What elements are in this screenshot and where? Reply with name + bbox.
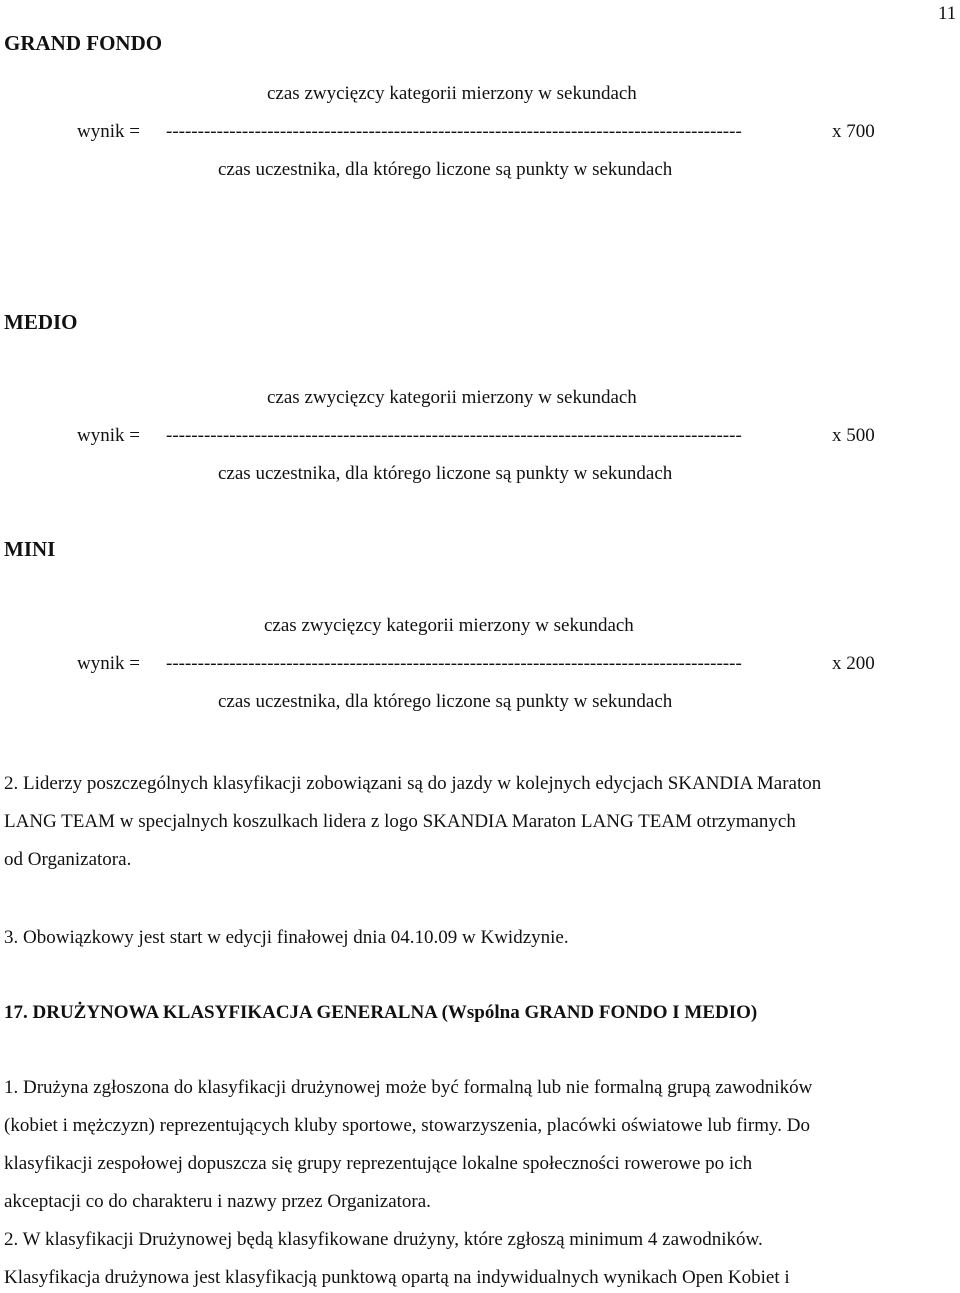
formula-multiplier: x 500 xyxy=(832,425,875,446)
formula-fraction-bar: ------------------------------------------------------------------------------------------- xyxy=(166,653,742,674)
formula-lhs: wynik = xyxy=(77,425,140,446)
formula-numerator: czas zwycięzcy kategorii mierzony w sekundach xyxy=(264,615,634,636)
section-heading-grand-fondo: GRAND FONDO xyxy=(4,31,163,55)
formula-fraction-bar: ------------------------------------------------------------------------------------------- xyxy=(166,425,742,446)
paragraph-line: 2. W klasyfikacji Drużynowej będą klasyfikowane drużyny, które zgłoszą minimum 4 zawodników. xyxy=(4,1229,763,1250)
formula-denominator: czas uczestnika, dla którego liczone są punkty w sekundach xyxy=(218,463,673,484)
paragraph-line: 2. Liderzy poszczególnych klasyfikacji zobowiązani są do jazdy w kolejnych edycjach SKANDIA Maraton xyxy=(4,773,822,794)
paragraph-line: (kobiet i mężczyzn) reprezentujących kluby sportowe, stowarzyszenia, placówki oświatowe lub firmy. Do xyxy=(4,1115,810,1136)
formula-denominator: czas uczestnika, dla którego liczone są punkty w sekundach xyxy=(218,691,673,712)
formula-numerator: czas zwycięzcy kategorii mierzony w sekundach xyxy=(267,387,637,408)
formula-denominator: czas uczestnika, dla którego liczone są punkty w sekundach xyxy=(218,159,673,180)
formula-fraction-bar: ------------------------------------------------------------------------------------------- xyxy=(166,121,742,142)
section-heading-mini: MINI xyxy=(4,537,56,561)
formula-lhs: wynik = xyxy=(77,121,140,142)
paragraph-line: od Organizatora. xyxy=(4,849,132,870)
paragraph-line: 1. Drużyna zgłoszona do klasyfikacji drużynowej może być formalną lub nie formalną grupą zawodników xyxy=(4,1077,813,1098)
paragraph-line: klasyfikacji zespołowej dopuszcza się grupy reprezentujące lokalne społeczności rowerowe po ich xyxy=(4,1153,753,1174)
paragraph-line: akceptacji co do charakteru i nazwy przez Organizatora. xyxy=(4,1191,431,1212)
paragraph-line: Klasyfikacja drużynowa jest klasyfikacją punktową opartą na indywidualnych wynikach Open Kobiet i xyxy=(4,1267,790,1288)
page-number: 11 xyxy=(938,3,957,24)
formula-lhs: wynik = xyxy=(77,653,140,674)
formula-numerator: czas zwycięzcy kategorii mierzony w sekundach xyxy=(267,83,637,104)
formula-multiplier: x 200 xyxy=(832,653,875,674)
formula-multiplier: x 700 xyxy=(832,121,875,142)
section-heading-medio: MEDIO xyxy=(4,310,78,334)
paragraph-line: LANG TEAM w specjalnych koszulkach lidera z logo SKANDIA Maraton LANG TEAM otrzymanych xyxy=(4,811,796,832)
paragraph-line: 3. Obowiązkowy jest start w edycji finałowej dnia 04.10.09 w Kwidzynie. xyxy=(4,927,569,948)
section-heading-17: 17. DRUŻYNOWA KLASYFIKACJA GENERALNA (Wspólna GRAND FONDO I MEDIO) xyxy=(4,1002,758,1023)
